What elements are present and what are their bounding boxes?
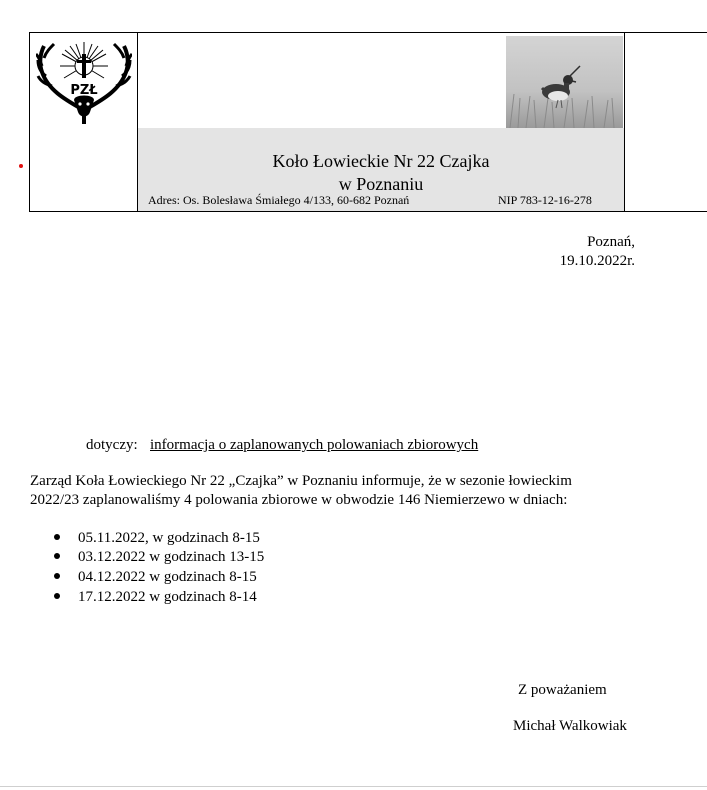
lapwing-photo (506, 36, 623, 128)
signer-name: Michał Walkowiak (513, 718, 627, 734)
header-border-left (29, 32, 30, 212)
club-name-line1: Koło Łowieckie Nr 22 Czajka (272, 151, 490, 171)
subject-label: dotyczy: (86, 437, 138, 453)
header-border-top (29, 32, 707, 33)
body-line-1: Zarząd Koła Łowieckiego Nr 22 „Czajka” w Poznaniu informuje, że w sezonie łowieckim (30, 473, 572, 489)
page-bottom-edge (0, 786, 707, 787)
list-item: 03.12.2022 w godzinach 13-15 (78, 549, 265, 565)
date: 19.10.2022r. (559, 253, 635, 269)
bullet-icon (54, 534, 60, 540)
list-item: 04.12.2022 w godzinach 8-15 (78, 569, 257, 585)
body-line-2: 2022/23 zaplanowaliśmy 4 polowania zbiorowe w obwodzie 146 Niemierzewo w dniach: (30, 492, 568, 508)
header-divider-right (624, 32, 625, 212)
club-name-line2: w Poznaniu (338, 174, 424, 194)
subject-text: informacja o zaplanowanych polowaniach zbiorowych (150, 437, 479, 453)
bullet-icon (54, 593, 60, 599)
red-marker (19, 164, 23, 168)
header-border-bottom (29, 211, 707, 212)
club-nip: NIP 783-12-16-278 (498, 193, 592, 207)
logo-text: PZŁ (70, 83, 98, 98)
bullet-icon (54, 573, 60, 579)
list-item: 05.11.2022, w godzinach 8-15 (78, 530, 260, 546)
club-address: Adres: Os. Bolesława Śmiałego 4/133, 60-682 Poznań (148, 193, 410, 207)
bullet-icon (54, 553, 60, 559)
closing-phrase: Z poważaniem (518, 682, 607, 698)
list-item: 17.12.2022 w godzinach 8-14 (78, 589, 257, 605)
pzl-logo (36, 38, 132, 124)
place: Poznań, (587, 234, 635, 250)
